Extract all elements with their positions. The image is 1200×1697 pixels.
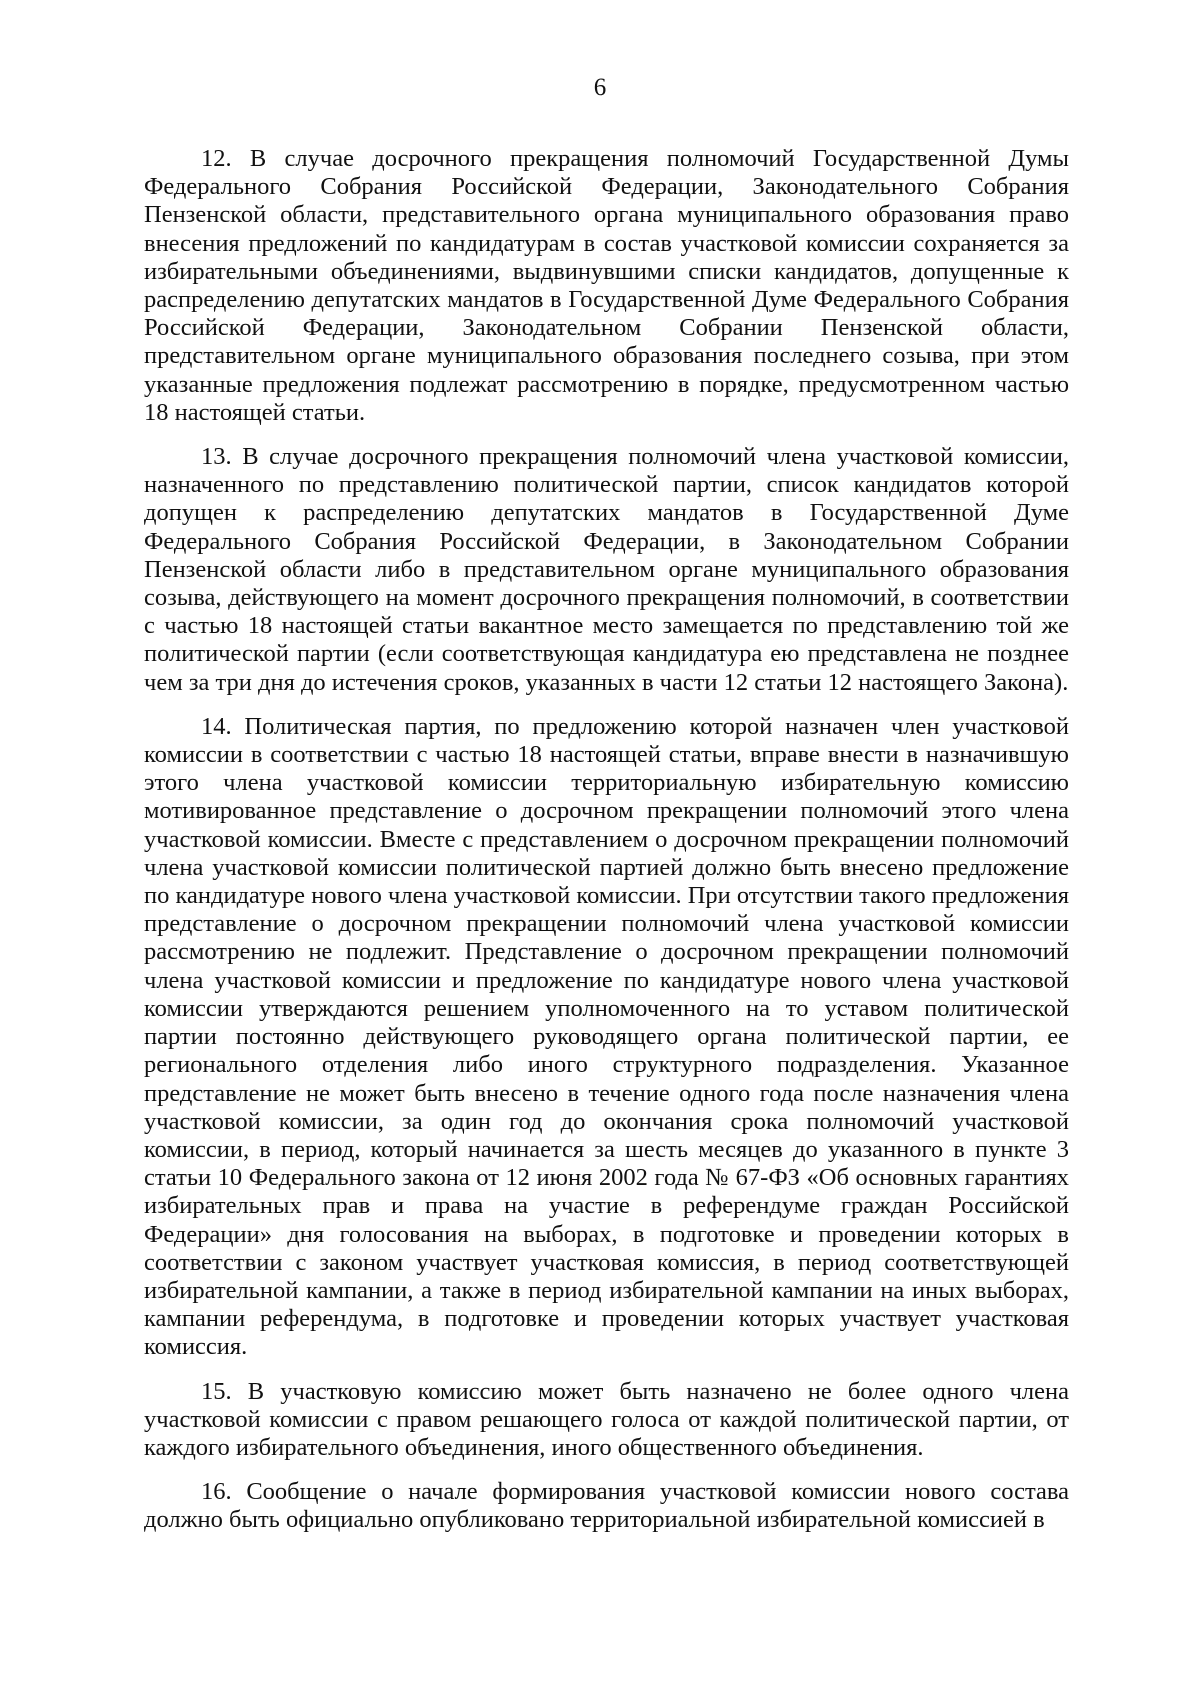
paragraph-13: 13. В случае досрочного прекращения полномочий члена участковой комиссии, назначенного по представлению политической партии, список кандидатов которой допущен к распределению депутатских мандатов в Государственной Думе Федерального Собрания Российской Федерации, в Законодательном Собрании Пензенской области либо в представительном органе муниципального образования созыва, действующего на момент досрочного прекращения полномочий, в соответствии с частью 18 настоящей статьи вакантное место замещается по представлению той же политической партии (если соответствующая кандидатура ею представлена не позднее чем за три дня до истечения сроков, указанных в части 12 статьи 12 настоящего Закона). bbox=[144, 443, 1069, 696]
paragraph-12: 12. В случае досрочного прекращения полномочий Государственной Думы Федерального Собрания Российской Федерации, Законодательного Собрания Пензенской области, представительного органа муниципального образования право внесения предложений по кандидатурам в состав участковой комиссии сохраняется за избирательными объединениями, выдвинувшими списки кандидатов, допущенные к распределению депутатских мандатов в Государственной Думе Федерального Собрания Российской Федерации, Законодательном Собрании Пензенской области, представительном органе муниципального образования последнего созыва, при этом указанные предложения подлежат рассмотрению в порядке, предусмотренном частью 18 настоящей статьи. bbox=[144, 145, 1069, 426]
page-number: 6 bbox=[593, 74, 607, 101]
paragraph-16: 16. Сообщение о начале формирования участковой комиссии нового состава должно быть официально опубликовано территориальной избирательной комиссией в bbox=[144, 1478, 1069, 1534]
document-body bbox=[144, 145, 1069, 1535]
paragraph-15: 15. В участковую комиссию может быть назначено не более одного члена участковой комиссии с правом решающего голоса от каждой политической партии, от каждого избирательного объединения, иного общественного объединения. bbox=[144, 1377, 1069, 1461]
paragraph-14: 14. Политическая партия, по предложению которой назначен член участковой комиссии в соответствии с частью 18 настоящей статьи, вправе внести в назначившую этого члена участковой комиссии территориальную избирательную комиссию мотивированное представление о досрочном прекращении полномочий этого члена участковой комиссии. Вместе с представлением о досрочном прекращении полномочий члена участковой комиссии политической партией должно быть внесено предложение по кандидатуре нового члена участковой комиссии. При отсутствии такого предложения представление о досрочном прекращении полномочий члена участковой комиссии рассмотрению не подлежит. Представление о досрочном прекращении полномочий члена участковой комиссии и предложение по кандидатуре нового члена участковой комиссии утверждаются решением уполномоченного на то уставом политической партии постоянно действующего руководящего органа политической партии, ее регионального отделения либо иного структурного подразделения. Указанное представление не может быть внесено в течение одного года после назначения члена участковой комиссии, за один год до окончания срока полномочий участковой комиссии, в период, который начинается за шесть месяцев до указанного в пункте 3 статьи 10 Федерального закона от 12 июня 2002 года № 67-ФЗ «Об основных гарантиях избирательных прав и права на участие в референдуме граждан Российской Федерации» дня голосования на выборах, в подготовке и проведении которых в соответствии с законом участвует участковая комиссия, в период соответствующей избирательной кампании, а также в период избирательной кампании на иных выборах, кампании референдума, в подготовке и проведении которых участвует участковая комиссия. bbox=[144, 712, 1069, 1361]
